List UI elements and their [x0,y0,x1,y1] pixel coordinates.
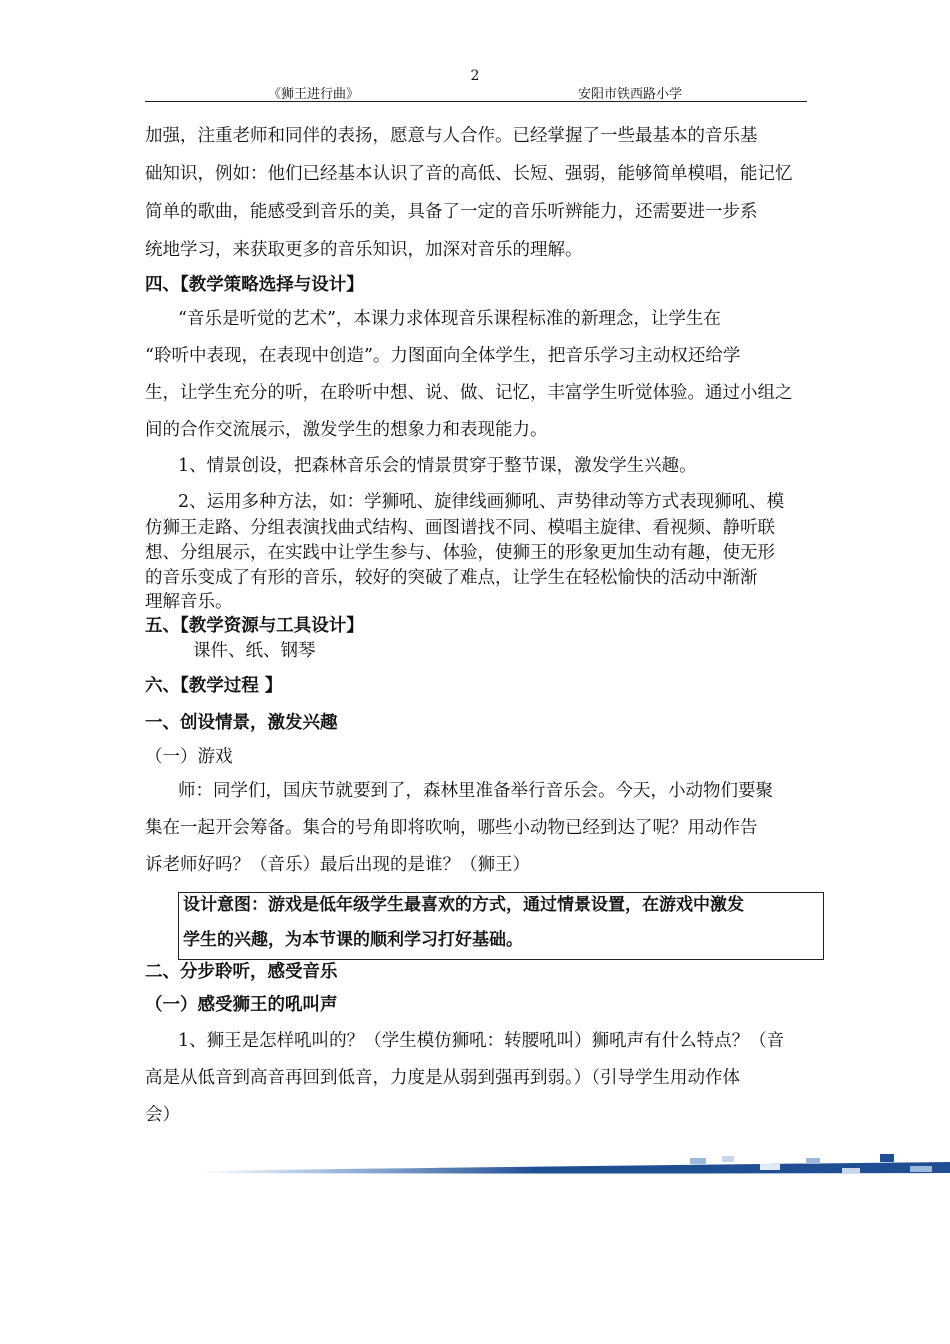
paragraph-line: 生，让学生充分的听，在聆听中想、说、做、记忆，丰富学生听觉体验。通过小组之 [145,383,793,403]
paragraph-line: 加强，注重老师和同伴的表扬，愿意与人合作。已经掌握了一些最基本的音乐基 [145,126,758,146]
paragraph-line: 仿狮王走路、分组表演找曲式结构、画图谱找不同、模唱主旋律、看视频、静听联 [145,518,775,538]
subsection-heading: （一）感受狮王的吼叫声 [145,995,338,1015]
paragraph-line: 2、运用多种方法，如：学狮吼、旋律线画狮吼、声势律动等方式表现狮吼、模 [178,492,785,512]
section-heading-5: 五、【教学资源与工具设计】 [145,616,364,636]
paragraph-line: 统地学习，来获取更多的音乐知识，加深对音乐的理解。 [145,240,583,260]
section-heading-4: 四、【教学策略选择与设计】 [145,275,364,295]
section-heading-6: 六、【教学过程 】 [145,676,283,696]
paragraph-line: 课件、纸、钢琴 [193,641,316,661]
paragraph-line: 1、狮王是怎样吼叫的？（学生模仿狮吼：转腰吼叫）狮吼声有什么特点？（音 [178,1031,785,1051]
paragraph-line: 1、情景创设，把森林音乐会的情景贯穿于整节课，激发学生兴趣。 [178,456,697,476]
paragraph-line: 理解音乐。 [145,592,233,612]
subsection-heading: 二、分步聆听，感受音乐 [145,962,338,982]
paragraph-line: 师：同学们，国庆节就要到了，森林里准备举行音乐会。今天，小动物们要聚 [178,781,773,801]
paragraph-line: 集在一起开会筹备。集合的号角即将吹响，哪些小动物已经到达了呢？用动作告 [145,818,758,838]
paragraph-line: （一）游戏 [145,747,233,767]
paragraph-line: “音乐是听觉的艺术”，本课力求体现音乐课程标准的新理念，让学生在 [178,309,721,329]
design-intent-line: 设计意图：游戏是低年级学生最喜欢的方式，通过情景设置，在游戏中激发 [183,895,744,915]
header-school: 安阳市铁西路小学 [578,87,683,102]
paragraph-line: “聆听中表现，在表现中创造”。力图面向全体学生，把音乐学习主动权还给学 [145,346,741,366]
paragraph-line: 的音乐变成了有形的音乐，较好的突破了难点，让学生在轻松愉快的活动中渐渐 [145,568,758,588]
paragraph-line: 想、分组展示，在实践中让学生参与、体验，使狮王的形象更加生动有趣，使无形 [145,543,775,563]
paragraph-line: 间的合作交流展示，激发学生的想象力和表现能力。 [145,420,548,440]
paragraph-line: 高是从低音到高音再回到低音，力度是从弱到强再到弱。）（引导学生用动作体 [145,1068,740,1088]
paragraph-line: 础知识，例如：他们已经基本认识了音的高低、长短、强弱，能够简单模唱，能记忆 [145,164,793,184]
paragraph-line: 简单的歌曲，能感受到音乐的美，具备了一定的音乐听辨能力，还需要进一步系 [145,202,758,222]
design-intent-line: 学生的兴趣，为本节课的顺利学习打好基础。 [183,930,523,950]
footer-swoosh [0,1150,950,1190]
header-rule [145,101,807,102]
subsection-heading: 一、创设情景，激发兴趣 [145,713,338,733]
paragraph-line: 会） [145,1105,180,1125]
paragraph-line: 诉老师好吗？（音乐）最后出现的是谁？（狮王） [145,855,530,875]
page-number: 2 [470,68,480,84]
design-intent-box [178,892,824,960]
header-title: 《狮王进行曲》 [268,87,360,102]
